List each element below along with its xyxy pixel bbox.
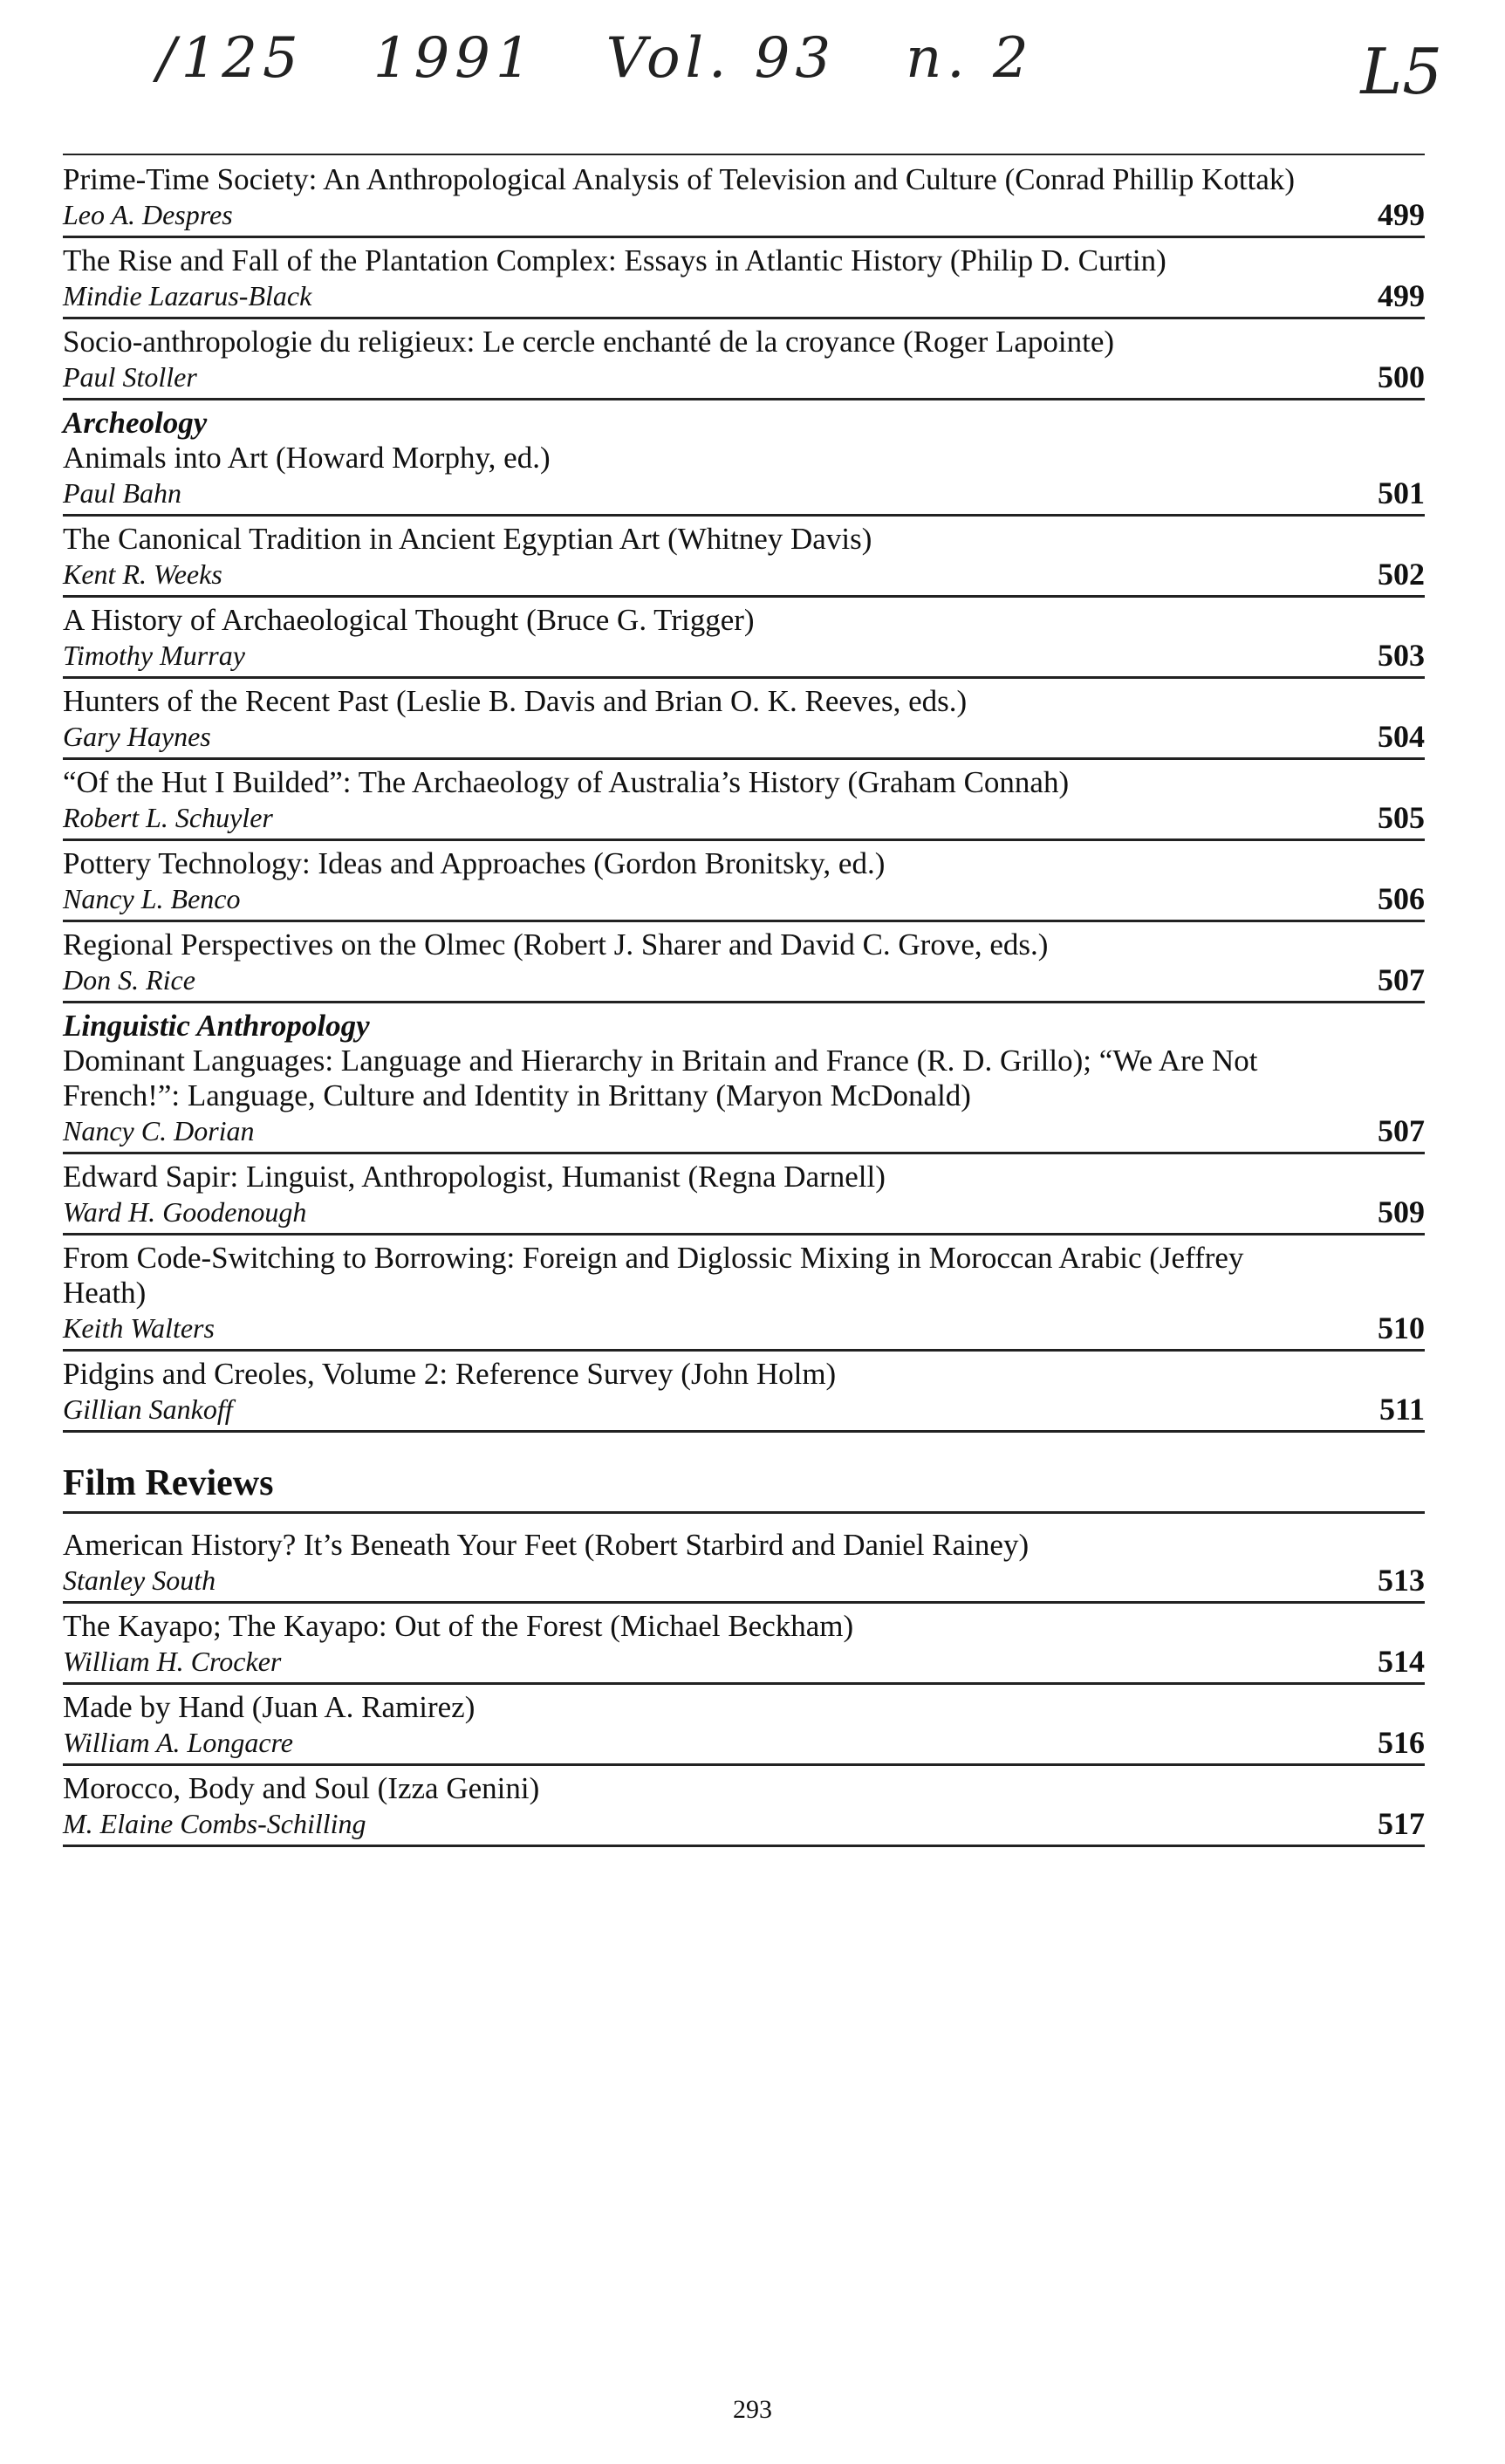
entry-page: 511 xyxy=(1378,1392,1425,1427)
entry-byline xyxy=(63,278,1425,313)
entry-page: 516 xyxy=(1378,1725,1425,1760)
entry-author: Stanley South xyxy=(63,1564,216,1596)
toc-entry xyxy=(63,841,1425,922)
entry-title: A History of Archaeological Thought (Bruce G. Trigger) xyxy=(63,603,755,637)
entry-byline xyxy=(63,1113,1425,1148)
entry-page: 499 xyxy=(1378,278,1425,313)
entry-title: The Canonical Tradition in Ancient Egyptian Art (Whitney Davis) xyxy=(63,522,872,556)
entry-page: 500 xyxy=(1378,359,1425,394)
film-reviews-heading: Film Reviews xyxy=(63,1462,1425,1514)
entry-page: 510 xyxy=(1378,1311,1425,1345)
entry-byline xyxy=(63,638,1425,673)
entry-byline xyxy=(63,1194,1425,1229)
entry-author: Paul Bahn xyxy=(63,477,181,509)
toc-entry xyxy=(63,157,1425,238)
entry-title: Pottery Technology: Ideas and Approaches (Gordon Bronitsky, ed.) xyxy=(63,846,886,880)
handwritten-issue: n. 2 xyxy=(906,26,1034,91)
toc-entry xyxy=(63,598,1425,679)
handwritten-volume: Vol. 93 xyxy=(605,26,837,91)
entry-byline xyxy=(63,197,1425,232)
entry-byline xyxy=(63,800,1425,835)
section-heading: Archeology xyxy=(63,406,208,440)
section-heading: Linguistic Anthropology xyxy=(63,1009,370,1043)
entry-author: Leo A. Despres xyxy=(63,199,233,230)
entry-title: Animals into Art (Howard Morphy, ed.) xyxy=(63,441,551,475)
entry-byline xyxy=(63,476,1425,510)
entry-author: William A. Longacre xyxy=(63,1727,293,1758)
toc-entry xyxy=(63,1235,1425,1352)
toc-entry xyxy=(63,679,1425,760)
entry-page: 509 xyxy=(1378,1194,1425,1229)
toc-entry xyxy=(63,1604,1425,1685)
entry-title: American History? It’s Beneath Your Feet (Robert Starbird and Daniel Rainey) xyxy=(63,1528,1030,1562)
entry-author: Nancy L. Benco xyxy=(63,883,241,914)
handwritten-annotation xyxy=(157,26,1104,91)
entry-byline xyxy=(63,719,1425,754)
entry-byline xyxy=(63,1311,1425,1345)
entry-author: Robert L. Schuyler xyxy=(63,802,273,833)
entry-title: Pidgins and Creoles, Volume 2: Reference Survey (John Holm) xyxy=(63,1357,837,1391)
entry-title: Socio-anthropologie du religieux: Le cercle enchanté de la croyance (Roger Lapointe) xyxy=(63,325,1115,359)
entry-page: 504 xyxy=(1378,719,1425,754)
toc-entry xyxy=(63,517,1425,598)
entry-author: William H. Crocker xyxy=(63,1646,282,1677)
toc-entry xyxy=(63,1766,1425,1847)
entry-byline xyxy=(63,962,1425,997)
entry-page: 507 xyxy=(1378,962,1425,997)
entry-byline xyxy=(63,1392,1425,1427)
entry-title: From Code-Switching to Borrowing: Foreign and Diglossic Mixing in Moroccan Arabic (Jeffrey Heath) xyxy=(63,1241,1244,1310)
entry-page: 499 xyxy=(1378,197,1425,232)
page-number: 293 xyxy=(733,2395,772,2424)
entry-author: M. Elaine Combs-Schilling xyxy=(63,1808,366,1839)
handwritten-shelf-mark: L5 xyxy=(1360,35,1442,108)
entry-author: Kent R. Weeks xyxy=(63,558,222,590)
toc-entry xyxy=(63,1352,1425,1433)
toc-entry xyxy=(63,1003,1425,1154)
entry-byline xyxy=(63,1563,1425,1598)
entry-byline xyxy=(63,557,1425,592)
film-review-list xyxy=(63,1523,1425,1847)
entry-page: 501 xyxy=(1378,476,1425,510)
entry-byline xyxy=(63,359,1425,394)
entry-title: Prime-Time Society: An Anthropological Analysis of Television and Culture (Conrad Phillip Kottak) xyxy=(63,162,1296,196)
entry-page: 505 xyxy=(1378,800,1425,835)
toc-entry xyxy=(63,400,1425,517)
entry-byline xyxy=(63,881,1425,916)
entry-byline xyxy=(63,1644,1425,1679)
toc-entry xyxy=(63,319,1425,400)
table-of-contents xyxy=(63,157,1425,1847)
entry-page: 507 xyxy=(1378,1113,1425,1148)
entry-page: 517 xyxy=(1378,1806,1425,1841)
entry-author: Mindie Lazarus-Black xyxy=(63,280,312,311)
entry-author: Ward H. Goodenough xyxy=(63,1196,307,1228)
toc-entry xyxy=(63,922,1425,1003)
entry-byline xyxy=(63,1806,1425,1841)
entry-author: Gillian Sankoff xyxy=(63,1393,233,1425)
review-list xyxy=(63,157,1425,1433)
handwritten-catalog-number: /125 xyxy=(157,26,304,91)
toc-entry xyxy=(63,1685,1425,1766)
entry-author: Gary Haynes xyxy=(63,721,211,752)
entry-title: “Of the Hut I Builded”: The Archaeology of Australia’s History (Graham Connah) xyxy=(63,765,1070,799)
entry-page: 506 xyxy=(1378,881,1425,916)
top-rule xyxy=(63,154,1425,155)
entry-author: Keith Walters xyxy=(63,1312,215,1344)
entry-page: 513 xyxy=(1378,1563,1425,1598)
entry-page: 502 xyxy=(1378,557,1425,592)
toc-entry xyxy=(63,760,1425,841)
toc-entry xyxy=(63,1523,1425,1604)
toc-entry xyxy=(63,1154,1425,1235)
entry-author: Nancy C. Dorian xyxy=(63,1115,255,1146)
entry-title: Hunters of the Recent Past (Leslie B. Davis and Brian O. K. Reeves, eds.) xyxy=(63,684,968,718)
entry-author: Don S. Rice xyxy=(63,964,195,996)
entry-title: Dominant Languages: Language and Hierarchy in Britain and France (R. D. Grillo); “We Are Not French!”: Language, Culture and Identity in Brittany (Maryon McDonald) xyxy=(63,1044,1258,1112)
entry-title: The Kayapo; The Kayapo: Out of the Forest (Michael Beckham) xyxy=(63,1609,854,1643)
entry-page: 514 xyxy=(1378,1644,1425,1679)
entry-title: Edward Sapir: Linguist, Anthropologist, Humanist (Regna Darnell) xyxy=(63,1160,886,1194)
entry-title: Morocco, Body and Soul (Izza Genini) xyxy=(63,1771,540,1805)
toc-entry xyxy=(63,238,1425,319)
entry-author: Paul Stoller xyxy=(63,361,197,393)
entry-title: The Rise and Fall of the Plantation Complex: Essays in Atlantic History (Philip D. Curtin) xyxy=(63,243,1166,277)
handwritten-year: 1991 xyxy=(373,26,537,91)
entry-page: 503 xyxy=(1378,638,1425,673)
entry-title: Made by Hand (Juan A. Ramirez) xyxy=(63,1690,475,1724)
entry-author: Timothy Murray xyxy=(63,640,245,671)
entry-title: Regional Perspectives on the Olmec (Robert J. Sharer and David C. Grove, eds.) xyxy=(63,927,1049,962)
entry-byline xyxy=(63,1725,1425,1760)
